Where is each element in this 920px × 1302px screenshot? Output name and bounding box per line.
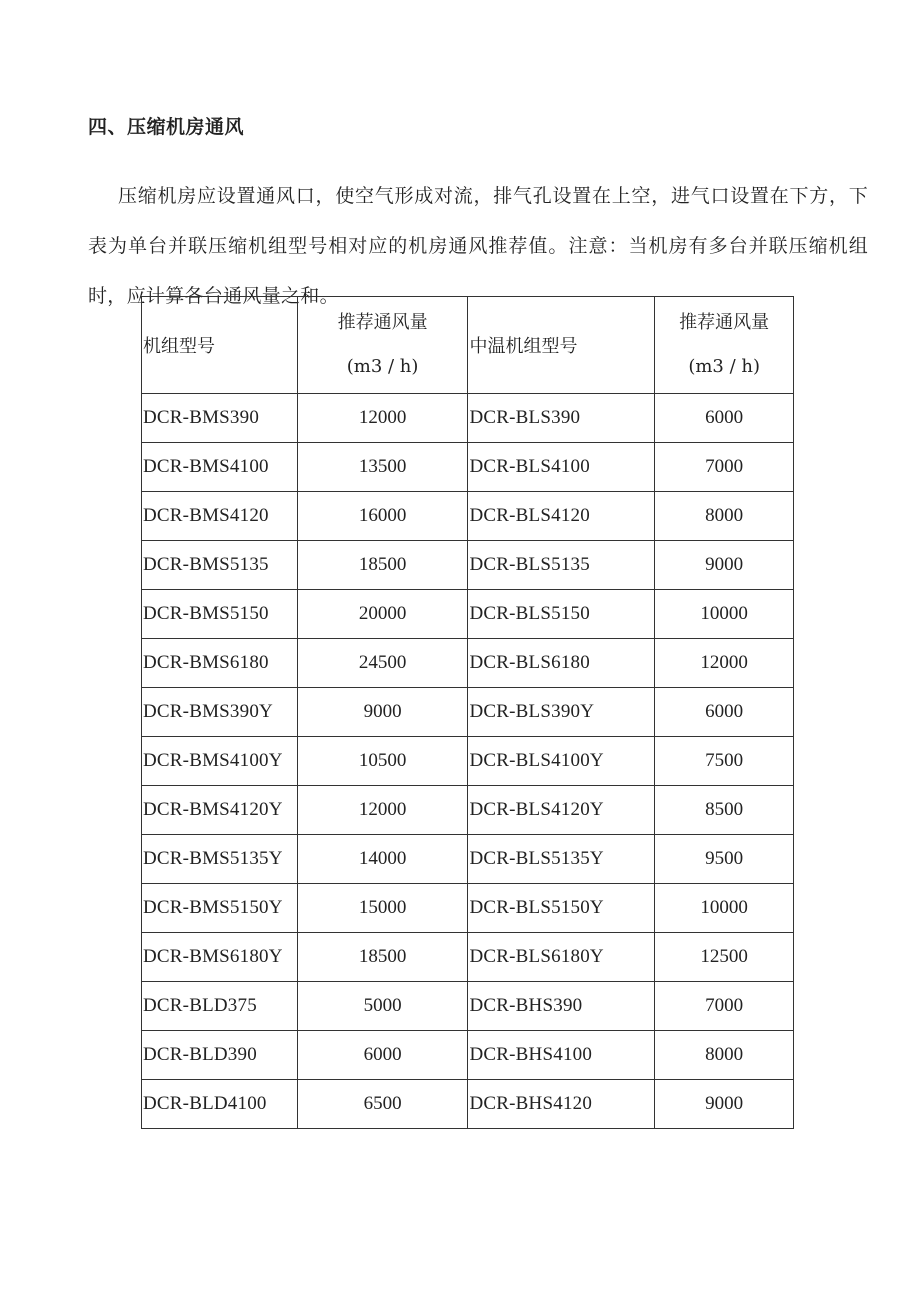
flow-left-cell: 16000 [297,492,468,541]
table-header-row [142,297,794,394]
header-model-left: 机组型号 [142,297,298,394]
table-row [142,835,794,884]
table-row [142,1031,794,1080]
table-row [142,884,794,933]
flow-left-cell: 13500 [297,443,468,492]
model-right-cell: DCR-BLS4100 [468,443,655,492]
model-left-cell: DCR-BMS5135Y [142,835,298,884]
table-row [142,492,794,541]
table-row [142,786,794,835]
flow-right-cell: 9000 [655,541,794,590]
flow-right-cell: 7000 [655,982,794,1031]
flow-right-cell: 7000 [655,443,794,492]
flow-left-cell: 14000 [297,835,468,884]
model-right-cell: DCR-BLS5135 [468,541,655,590]
table-row [142,737,794,786]
model-right-cell: DCR-BLS4120Y [468,786,655,835]
flow-right-cell: 9500 [655,835,794,884]
model-left-cell: DCR-BMS390Y [142,688,298,737]
model-left-cell: DCR-BMS5135 [142,541,298,590]
flow-left-cell: 24500 [297,639,468,688]
model-left-cell: DCR-BLD4100 [142,1080,298,1129]
flow-left-cell: 5000 [297,982,468,1031]
model-left-cell: DCR-BMS5150Y [142,884,298,933]
flow-left-cell: 10500 [297,737,468,786]
flow-right-cell: 10000 [655,590,794,639]
flow-right-cell: 12500 [655,933,794,982]
model-right-cell: DCR-BLS4120 [468,492,655,541]
header-flow-right-unit: (m3 / h) [688,356,760,377]
table-row [142,933,794,982]
header-flow-left [297,297,468,394]
model-left-cell: DCR-BMS6180Y [142,933,298,982]
model-right-cell: DCR-BLS5135Y [468,835,655,884]
flow-left-cell: 20000 [297,590,468,639]
table-row [142,394,794,443]
model-left-cell: DCR-BMS390 [142,394,298,443]
section-heading: 四、压缩机房通风 [88,116,245,138]
model-left-cell: DCR-BMS5150 [142,590,298,639]
header-model-right: 中温机组型号 [468,297,655,394]
model-left-cell: DCR-BLD390 [142,1031,298,1080]
model-right-cell: DCR-BLS6180 [468,639,655,688]
header-flow-right [655,297,794,394]
header-flow-right-title: 推荐通风量 [679,312,770,333]
flow-left-cell: 12000 [297,394,468,443]
flow-right-cell: 8500 [655,786,794,835]
flow-left-cell: 6500 [297,1080,468,1129]
model-right-cell: DCR-BLS5150 [468,590,655,639]
header-flow-left-title: 推荐通风量 [337,312,428,333]
model-right-cell: DCR-BLS6180Y [468,933,655,982]
table-row [142,541,794,590]
model-left-cell: DCR-BMS4100Y [142,737,298,786]
flow-right-cell: 6000 [655,394,794,443]
model-left-cell: DCR-BMS4120Y [142,786,298,835]
flow-right-cell: 8000 [655,492,794,541]
model-right-cell: DCR-BLS5150Y [468,884,655,933]
model-right-cell: DCR-BLS390Y [468,688,655,737]
ventilation-table-body [142,297,794,1129]
table-row [142,688,794,737]
table-row [142,590,794,639]
table-row [142,1080,794,1129]
flow-right-cell: 7500 [655,737,794,786]
model-right-cell: DCR-BLS4100Y [468,737,655,786]
model-right-cell: DCR-BHS4100 [468,1031,655,1080]
model-left-cell: DCR-BMS6180 [142,639,298,688]
model-left-cell: DCR-BMS4100 [142,443,298,492]
table-row [142,443,794,492]
table-row [142,639,794,688]
model-right-cell: DCR-BHS390 [468,982,655,1031]
flow-left-cell: 15000 [297,884,468,933]
flow-right-cell: 12000 [655,639,794,688]
flow-left-cell: 12000 [297,786,468,835]
model-right-cell: DCR-BLS390 [468,394,655,443]
flow-left-cell: 18500 [297,933,468,982]
ventilation-table [141,296,794,1129]
flow-left-cell: 6000 [297,1031,468,1080]
table-row [142,982,794,1031]
flow-right-cell: 6000 [655,688,794,737]
flow-right-cell: 8000 [655,1031,794,1080]
flow-right-cell: 9000 [655,1080,794,1129]
header-flow-left-unit: (m3 / h) [346,356,419,377]
model-left-cell: DCR-BLD375 [142,982,298,1031]
flow-right-cell: 10000 [655,884,794,933]
intro-paragraph: 压缩机房应设置通风口，使空气形成对流，排气孔设置在上空，进气口设置在下方，下表为单台并联压缩机组型号相对应的机房通风推荐值。注意：当机房有多台并联压缩机组时，应计算各台通风量之和。 [88,185,868,307]
flow-left-cell: 18500 [297,541,468,590]
model-left-cell: DCR-BMS4120 [142,492,298,541]
flow-left-cell: 9000 [297,688,468,737]
model-right-cell: DCR-BHS4120 [468,1080,655,1129]
